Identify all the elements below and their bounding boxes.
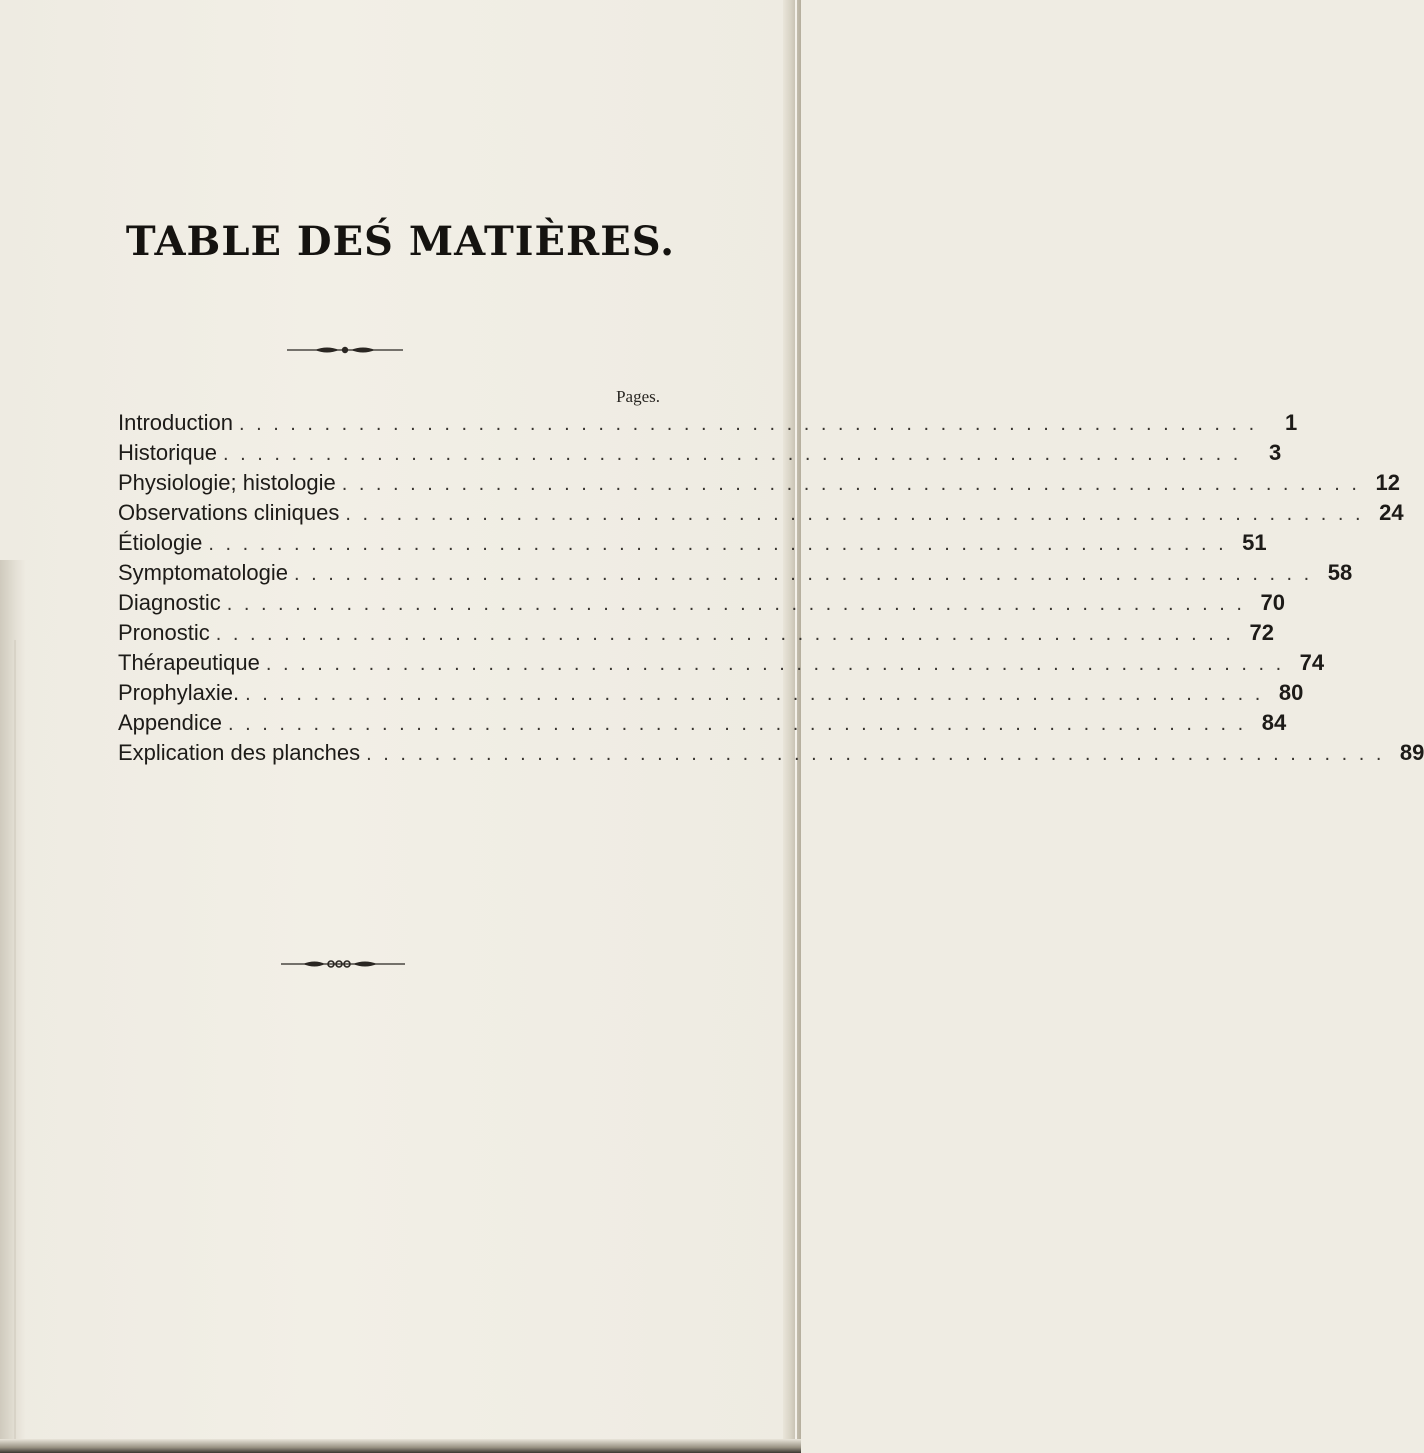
page-title: TABLE DEŚ MATIÈRES. [125, 218, 676, 265]
toc-dot-leader: . . . . . . . . . . . . . . . . . . . . . . . . . . . . . . . . . . . . . . . . . . . . . . . . . . . . . . . . . . . . [293, 563, 1313, 585]
toc-dot-leader: . . . . . . . . . . . . . . . . . . . . . . . . . . . . . . . . . . . . . . . . . . . . . . . . . . . . . . . . . . . . [226, 593, 1245, 615]
toc-entry-page: 72 [1249, 620, 1274, 645]
toc-entry-page: 3 [1269, 440, 1282, 465]
toc-entry [118, 588, 1285, 618]
toc-entry-label: Pronostic [118, 620, 210, 645]
toc-entry-page: 12 [1375, 470, 1400, 495]
toc-entry [118, 468, 1400, 498]
toc-entry-label: Étiologie [118, 530, 203, 555]
toc-entry [118, 438, 1282, 468]
toc-dot-leader: . . . . . . . . . . . . . . . . . . . . . . . . . . . . . . . . . . . . . . . . . . . . . . . . . . . . . . . . . . . . [341, 473, 1360, 495]
toc-entry-label: Introduction [118, 410, 233, 435]
toc-entry-label: Explication des planches [118, 740, 361, 765]
pages-column-label: Pages. [616, 387, 660, 406]
toc-entry [118, 678, 1304, 708]
ornament-rule-top [285, 343, 405, 357]
toc-entry [118, 528, 1267, 558]
toc-entry-page: 89 [1399, 740, 1424, 765]
toc-entry-page: 84 [1261, 710, 1287, 735]
table-of-contents [118, 408, 1424, 768]
toc-dot-leader: . . . . . . . . . . . . . . . . . . . . . . . . . . . . . . . . . . . . . . . . . . . . . . . . . . . . . . . . . . . . [265, 653, 1285, 675]
toc-entry [118, 738, 1424, 768]
toc-entry-label: Observations cliniques [118, 500, 340, 525]
toc-entry-label: Historique [118, 440, 218, 465]
toc-entry-page: 58 [1327, 560, 1353, 585]
page-edge-bottom [0, 1439, 801, 1453]
toc-entry [118, 558, 1353, 588]
toc-entry-label: Diagnostic [118, 590, 221, 615]
toc-dot-leader: . . . . . . . . . . . . . . . . . . . . . . . . . . . . . . . . . . . . . . . . . . . . . . . . . . . . . . . . . . . . [208, 533, 1227, 555]
toc-entry-label: Prophylaxie. [118, 680, 240, 705]
toc-dot-leader: . . . . . . . . . . . . . . . . . . . . . . . . . . . . . . . . . . . . . . . . . . . . . . . . . . . . . . . . . . . . [215, 623, 1234, 645]
toc-entry [118, 708, 1287, 738]
toc-entry-label: Thérapeutique [118, 650, 260, 675]
toc-entry-page: 24 [1379, 500, 1404, 525]
toc-dot-leader: . . . . . . . . . . . . . . . . . . . . . . . . . . . . . . . . . . . . . . . . . . . . . . . . . . . . . . . . . . . . [238, 413, 1258, 435]
toc-dot-leader: . . . . . . . . . . . . . . . . . . . . . . . . . . . . . . . . . . . . . . . . . . . . . . . . . . . . . . . . . . . . [227, 713, 1247, 735]
toc-entry-page: 70 [1260, 590, 1285, 615]
binding-shadow [0, 560, 26, 1440]
toc-entry-page: 1 [1284, 410, 1298, 435]
toc-dot-leader: . . . . . . . . . . . . . . . . . . . . . . . . . . . . . . . . . . . . . . . . . . . . . . . . . . . . . . . . . . . . [223, 443, 1242, 465]
toc-dot-leader: . . . . . . . . . . . . . . . . . . . . . . . . . . . . . . . . . . . . . . . . . . . . . . . . . . . . . . . . . . . . [245, 683, 1264, 705]
toc-entry [118, 618, 1274, 648]
toc-entry [118, 648, 1325, 678]
toc-dot-leader: . . . . . . . . . . . . . . . . . . . . . . . . . . . . . . . . . . . . . . . . . . . . . . . . . . . . . . . . . . . . [366, 743, 1385, 765]
toc-entry-label: Appendice [118, 710, 222, 735]
toc-dot-leader: . . . . . . . . . . . . . . . . . . . . . . . . . . . . . . . . . . . . . . . . . . . . . . . . . . . . . . . . . . . . [345, 503, 1364, 525]
toc-entry-label: Symptomatologie [118, 560, 288, 585]
toc-entry [118, 408, 1298, 438]
toc-entry [118, 498, 1404, 528]
toc-entry-page: 51 [1242, 530, 1267, 555]
ornament-rule-bottom [279, 956, 407, 972]
toc-entry-label: Physiologie; histologie [118, 470, 336, 495]
binding-crease [14, 640, 16, 1440]
toc-entry-page: 80 [1278, 680, 1304, 705]
toc-entry-page: 74 [1299, 650, 1325, 675]
